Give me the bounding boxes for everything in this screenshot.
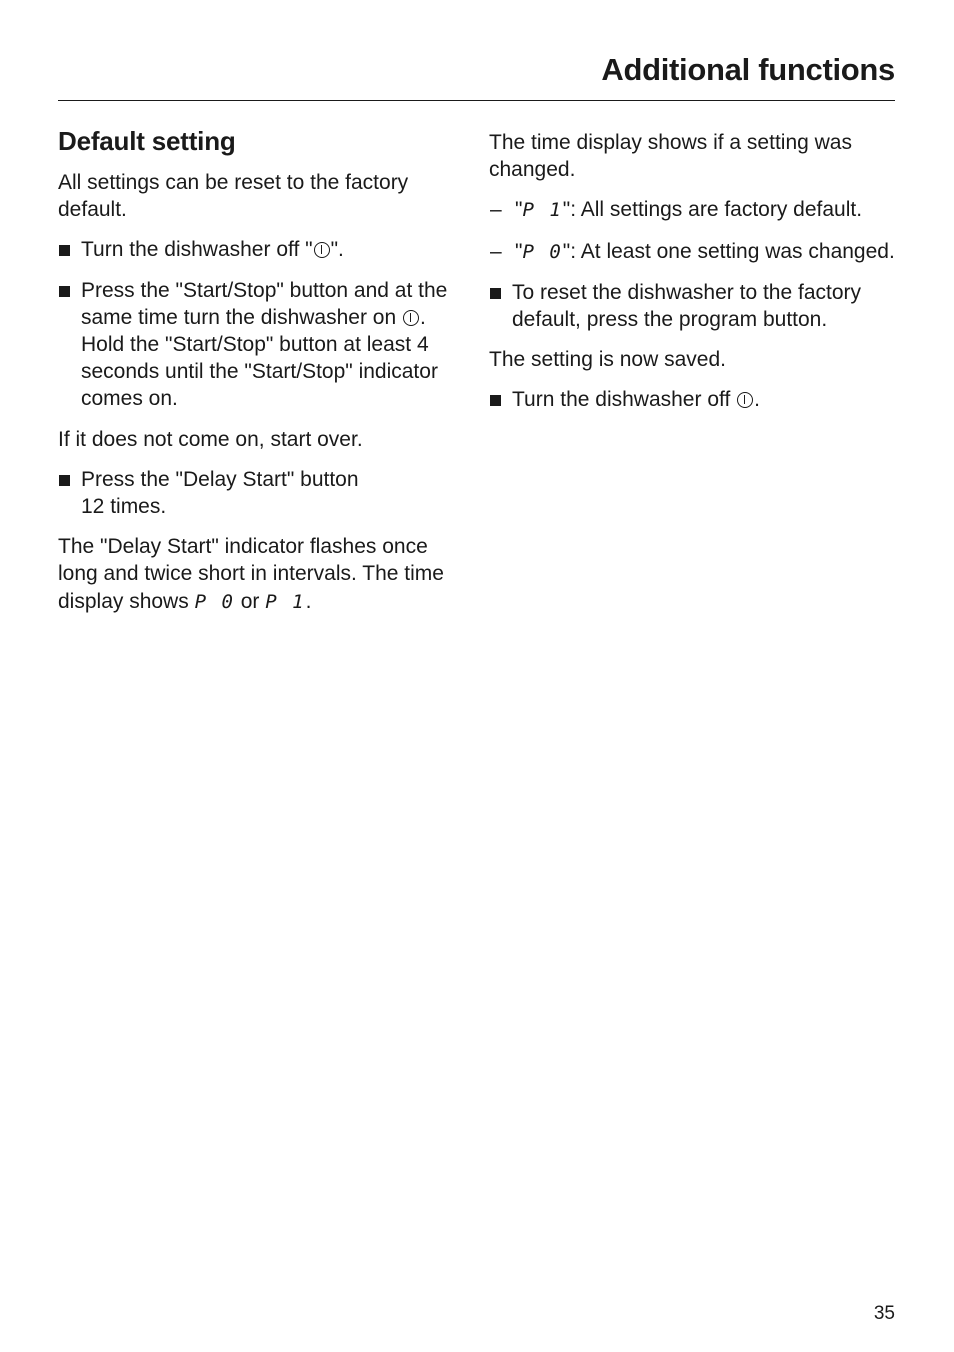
- option-changed: [489, 238, 899, 266]
- flash-text-middle: or: [234, 589, 266, 613]
- step-text-after: ".: [330, 238, 344, 262]
- display-code-p0: P 0: [522, 240, 563, 263]
- square-bullet-icon: [490, 288, 501, 299]
- saved-note: The setting is now saved.: [489, 348, 726, 372]
- step-reset: [489, 279, 899, 333]
- quote-open: ": [515, 198, 523, 222]
- square-bullet-icon: [59, 245, 70, 256]
- display-code-p1: P 1: [522, 199, 563, 222]
- power-icon: [403, 310, 419, 326]
- step-text-before: Turn the dishwasher off: [512, 388, 737, 412]
- square-bullet-icon: [59, 286, 70, 297]
- power-icon: [737, 392, 753, 408]
- section-heading: Default setting: [58, 126, 236, 156]
- step-turn-off: [58, 236, 470, 263]
- step-press-start-stop: [58, 277, 470, 413]
- header-divider: [58, 100, 895, 101]
- step-text-after: . Hold the "Start/Stop" button at least 4 seconds until the "Start/Stop" indicator comes on.: [81, 305, 438, 411]
- right-column: [489, 129, 899, 427]
- step-text-before: Turn the dishwasher off ": [81, 238, 313, 262]
- power-icon: [314, 242, 330, 258]
- dash-marker: –: [490, 198, 502, 222]
- square-bullet-icon: [59, 475, 70, 486]
- flash-note: [58, 533, 470, 616]
- display-intro: The time display shows if a setting was changed.: [489, 131, 852, 182]
- option-text: ": All settings are factory default.: [562, 198, 863, 222]
- left-column: [58, 126, 470, 629]
- option-text: ": At least one setting was changed.: [562, 239, 895, 263]
- intro-paragraph: All settings can be reset to the factory default.: [58, 171, 409, 222]
- step-text-after: .: [754, 388, 760, 412]
- step-turn-off-final: [489, 386, 899, 413]
- quote-open: ": [515, 239, 523, 263]
- display-code-p1: P 1: [265, 590, 306, 613]
- dash-marker: –: [490, 239, 502, 263]
- display-code-p0: P 0: [194, 590, 235, 613]
- option-factory-default: [489, 196, 899, 224]
- square-bullet-icon: [490, 395, 501, 406]
- step-line-1: Press the "Delay Start" button: [81, 467, 359, 491]
- flash-text-before: The "Delay Start" indicator flashes once long and twice short in intervals. The time display shows: [58, 535, 444, 613]
- page-title: Additional functions: [601, 52, 895, 87]
- flash-text-after: .: [305, 589, 312, 613]
- page-number: 35: [873, 1303, 895, 1324]
- step-text-before: Press the "Start/Stop" button and at the same time turn the dishwasher on: [81, 278, 448, 329]
- step-text: To reset the dishwasher to the factory default, press the program button.: [512, 280, 862, 332]
- step-line-2: 12 times.: [81, 495, 167, 519]
- step-press-delay-start: [58, 466, 470, 520]
- retry-note: If it does not come on, start over.: [58, 427, 363, 451]
